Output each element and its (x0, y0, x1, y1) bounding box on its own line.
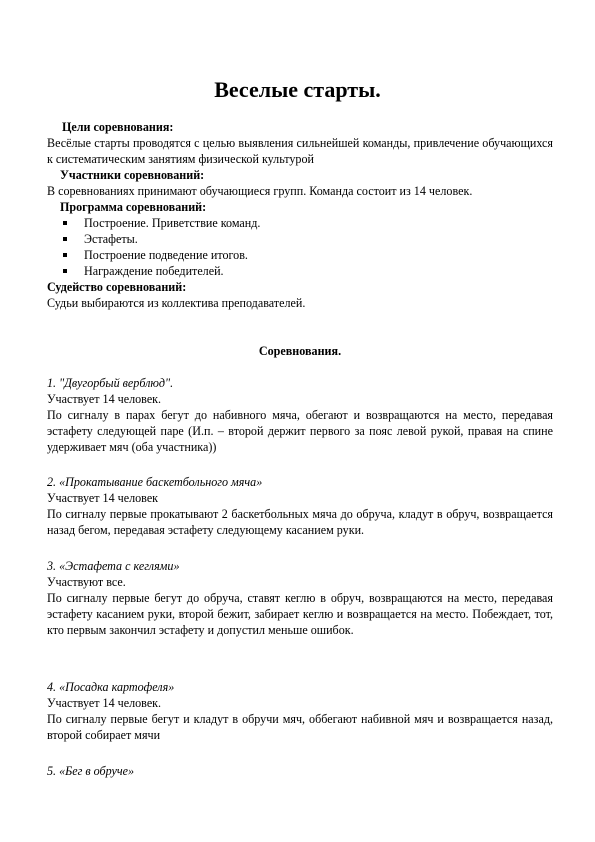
event-participants: Участвует 14 человек (47, 491, 159, 505)
event-1 (47, 375, 553, 455)
list-item: Построение. Приветствие команд. (47, 215, 553, 231)
event-title: 5. «Бег в обруче» (47, 764, 135, 778)
event-title: 4. «Посадка картофеля» (47, 680, 175, 694)
list-item: Эстафеты. (47, 231, 553, 247)
event-participants: Участвует 14 человек. (47, 392, 162, 406)
event-participants: Участвуют все. (47, 575, 126, 589)
event-title: 2. «Прокатывание баскетбольного мяча» (47, 475, 263, 489)
participants-text: В соревнованиях принимают обучающиеся групп. Команда состоит из 14 человек. (47, 184, 473, 198)
event-description: По сигналу первые прокатывают 2 баскетбольных мяча до обруча, кладут в обруч, возвращается назад бегом, передавая эстафету следующему касанием руки. (47, 507, 553, 537)
list-item: Награждение победителей. (47, 263, 553, 279)
list-item: Построение подведение итогов. (47, 247, 553, 263)
goals-heading: Цели соревнования: (62, 120, 174, 134)
bullet-icon (63, 237, 67, 241)
page-title: Веселые старты. (214, 77, 381, 102)
event-2 (47, 474, 553, 538)
program-heading: Программа соревнований: (60, 200, 207, 214)
participants-heading: Участники соревнований: (60, 168, 205, 182)
bullet-icon (63, 269, 67, 273)
event-description: По сигналу в парах бегут до набивного мяча, обегают и возвращаются на место, передавая эстафету следующей паре (И.п. – второй держит первого за пояс левой рукой, правая на спине удерживает мяч (оба участника)) (47, 408, 553, 454)
event-4 (47, 679, 553, 743)
event-participants: Участвует 14 человек. (47, 696, 162, 710)
event-title: 1. "Двугорбый верблюд". (47, 376, 174, 390)
bullet-icon (63, 221, 67, 225)
program-list (47, 215, 553, 279)
event-title: 3. «Эстафета с кеглями» (47, 559, 180, 573)
event-3 (47, 558, 553, 638)
competitions-heading: Соревнования. (258, 344, 342, 358)
event-5 (47, 763, 553, 779)
event-description: По сигналу первые бегут до обруча, ставят кеглю в обруч, возвращаются на место, передавая эстафету касанием руки, второй бежит, забирает кеглю и возвращается на место. Побеждает, тот, кто первым закончил эстафету и допустил меньше ошибок. (47, 591, 553, 637)
bullet-icon (63, 253, 67, 257)
intro-sections (47, 119, 553, 311)
event-description: По сигналу первые бегут и кладут в обручи мяч, оббегают набивной мяч и возвращается назад, второй собирает мячи (47, 712, 553, 742)
judging-heading: Судейство соревнований: (47, 280, 187, 294)
goals-text: Весёлые старты проводятся с целью выявления сильнейшей команды, привлечение обучающихся к систематическим занятиям физической культурой (47, 136, 553, 166)
judging-text: Судьи выбираются из коллектива преподавателей. (47, 296, 306, 310)
